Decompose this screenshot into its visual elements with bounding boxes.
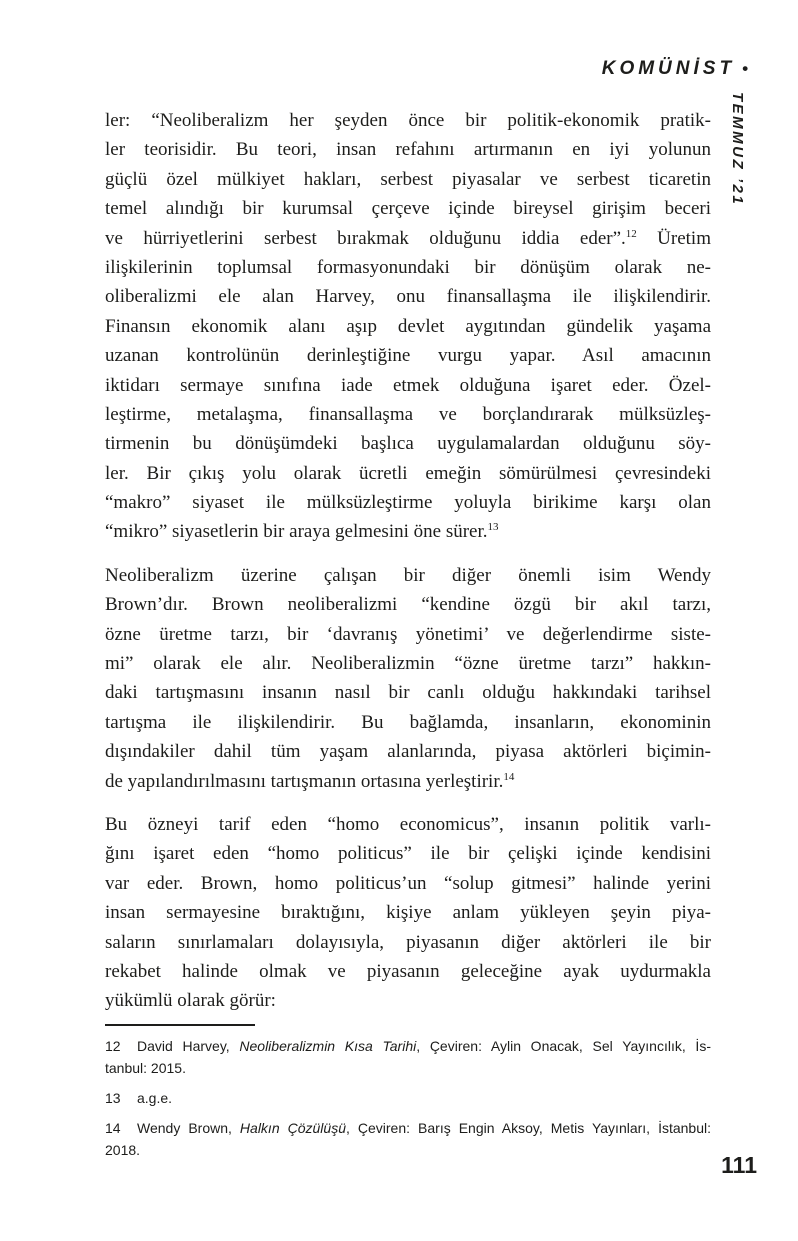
footnote-ref: 12 [625, 227, 637, 240]
text-segment: insan sermayesine bıraktığını, kişiye anlam yükleyen şeyin piya- [105, 902, 711, 924]
text-line [105, 459, 711, 488]
text-line [105, 517, 711, 546]
text-segment: ler. Bir çıkış yolu olarak ücretli emeğin sömürülmesi çevresindeki [105, 462, 711, 484]
text-segment: iktidarı sermaye sınıfına iade etmek olduğuna işaret eder. Özel- [105, 374, 711, 396]
text-line [105, 678, 711, 707]
text-segment: Brown’dır. Brown neoliberalizmi “kendine özgü bir akıl tarzı, [105, 594, 711, 616]
footnotes-section [105, 1024, 711, 1169]
text-line [105, 1117, 711, 1139]
text-segment: güçlü özel mülkiyet hakları, serbest piyasalar ve serbest ticaretin [105, 168, 711, 190]
footnote-number: 13 [105, 1090, 121, 1106]
text-segment: temel alındığı bir kurumsal çerçeve içinde bireysel girişim beceri [105, 198, 711, 220]
text-segment: ve hürriyetlerini serbest bırakmak olduğunu iddia eder”. [105, 227, 626, 249]
footnote-ref: 13 [487, 521, 499, 534]
footnote [105, 1087, 711, 1109]
text-line [105, 312, 711, 341]
text-line [105, 810, 711, 839]
journal-title: KOMÜNİST [601, 58, 736, 79]
text-segment: leştirme, metalaşma, finansallaşma ve borçlandırarak mülksüzleş- [105, 403, 711, 425]
text-segment: mi” olarak ele alır. Neoliberalizmin “özne üretme tarzı” hakkın- [105, 653, 711, 675]
text-line [105, 224, 711, 253]
issue-date-vertical: TEMMUZ ’21 [729, 92, 746, 207]
text-line [105, 135, 711, 164]
text-segment: Finansın ekonomik alanı aşıp devlet aygıtından gündelik yaşama [105, 315, 711, 337]
text-segment: Wendy Brown, [137, 1120, 240, 1136]
text-line [105, 898, 711, 927]
text-line [105, 620, 711, 649]
text-line [105, 1139, 711, 1161]
text-line [105, 1057, 711, 1079]
footnote-number: 14 [105, 1120, 121, 1136]
footnotes-list [105, 1035, 711, 1161]
footnote [105, 1035, 711, 1079]
footnote-ref: 14 [503, 770, 515, 783]
text-segment: tartışma ile ilişkilendirir. Bu bağlamda, insanların, ekonominin [105, 711, 711, 733]
text-line [105, 590, 711, 619]
header-bullet-icon: • [742, 59, 748, 78]
book-title: Halkın Çözülüşü [239, 1120, 346, 1136]
text-segment: “mikro” siyasetlerin bir araya gelmesini öne sürer. [105, 521, 488, 543]
text-segment: Üretim [636, 227, 711, 249]
text-segment: dışındakiler dahil tüm yaşam alanlarında, piyasa aktörleri biçimin- [105, 741, 711, 763]
text-segment: , Çeviren: Aylin Onacak, Sel Yayıncılık, İs- [416, 1038, 711, 1054]
page-number: 111 [721, 1152, 757, 1178]
text-segment: 2018. [105, 1142, 141, 1158]
footnote-number: 12 [105, 1038, 121, 1054]
text-segment: var eder. Brown, homo politicus’un “solup gitmesi” halinde yerini [105, 872, 711, 894]
footnote [105, 1117, 711, 1161]
journal-header [602, 58, 748, 80]
text-line [105, 106, 711, 135]
text-line [105, 869, 711, 898]
text-segment: oliberalizmi ele alan Harvey, onu finansallaşma ile ilişkilendirir. [105, 286, 711, 308]
text-line [105, 429, 711, 458]
text-line [105, 488, 711, 517]
text-line [105, 282, 711, 311]
paragraph [105, 561, 711, 796]
text-segment: rekabet halinde olmak ve piyasanın geleceğine ayak uydurmakla [105, 960, 711, 982]
book-title: Neoliberalizmin Kısa Tarihi [239, 1038, 417, 1054]
text-segment: ler teorisidir. Bu teori, insan refahını artırmanın en iyi yolunun [105, 139, 711, 161]
text-line [105, 1087, 711, 1109]
text-segment: daki tartışmasını insanın nasıl bir canlı olduğu hakkındaki tarihsel [105, 682, 711, 704]
text-line [105, 708, 711, 737]
text-line [105, 165, 711, 194]
text-line [105, 737, 711, 766]
text-line [105, 371, 711, 400]
paragraph [105, 810, 711, 1016]
text-segment: de yapılandırılmasını tartışmanın ortasına yerleştirir. [105, 770, 504, 792]
text-line [105, 767, 711, 796]
paragraph [105, 106, 711, 547]
text-segment: tirmenin bu dönüşümdeki başlıca uygulamalardan olduğunu söy- [105, 433, 711, 455]
text-segment: ler: “Neoliberalizm her şeyden önce bir politik-ekonomik pratik- [105, 110, 711, 131]
text-segment: Bu özneyi tarif eden “homo economicus”, insanın politik varlı- [105, 813, 711, 835]
text-segment: “makro” siyaset ile mülksüzleştirme yoluyla birikime karşı olan [105, 492, 711, 514]
text-line [105, 561, 711, 590]
body-text [105, 106, 711, 1030]
text-line [105, 928, 711, 957]
text-line [105, 253, 711, 282]
text-line [105, 400, 711, 429]
text-segment: a.g.e. [137, 1090, 173, 1106]
text-segment: David Harvey, [137, 1038, 240, 1054]
text-line [105, 986, 711, 1015]
text-line [105, 341, 711, 370]
text-segment: , Çeviren: Barış Engin Aksoy, Metis Yayınları, İstanbul: [345, 1120, 711, 1136]
footnote-separator [105, 1024, 255, 1026]
text-line [105, 194, 711, 223]
text-line [105, 1035, 711, 1057]
text-segment: uzanan kontrolünün derinleştiğine vurgu yapar. Asıl amacının [105, 345, 711, 367]
text-segment: Neoliberalizm üzerine çalışan bir diğer önemli isim Wendy [105, 564, 711, 586]
text-segment: ilişkilerinin toplumsal formasyonundaki bir dönüşüm olarak ne- [105, 256, 711, 278]
text-line [105, 649, 711, 678]
text-segment: saların sınırlamaları dolayısıyla, piyasanın diğer aktörleri ile bir [105, 931, 711, 953]
text-line [105, 839, 711, 868]
text-segment: ğını işaret eden “homo politicus” ile bir çelişki içinde kendisini [105, 843, 711, 865]
text-segment: özne üretme tarzı, bir ‘davranış yönetimi’ ve değerlendirme siste- [105, 623, 711, 645]
text-segment: yükümlü olarak görür: [105, 990, 276, 1012]
text-segment: tanbul: 2015. [105, 1060, 186, 1076]
text-line [105, 957, 711, 986]
